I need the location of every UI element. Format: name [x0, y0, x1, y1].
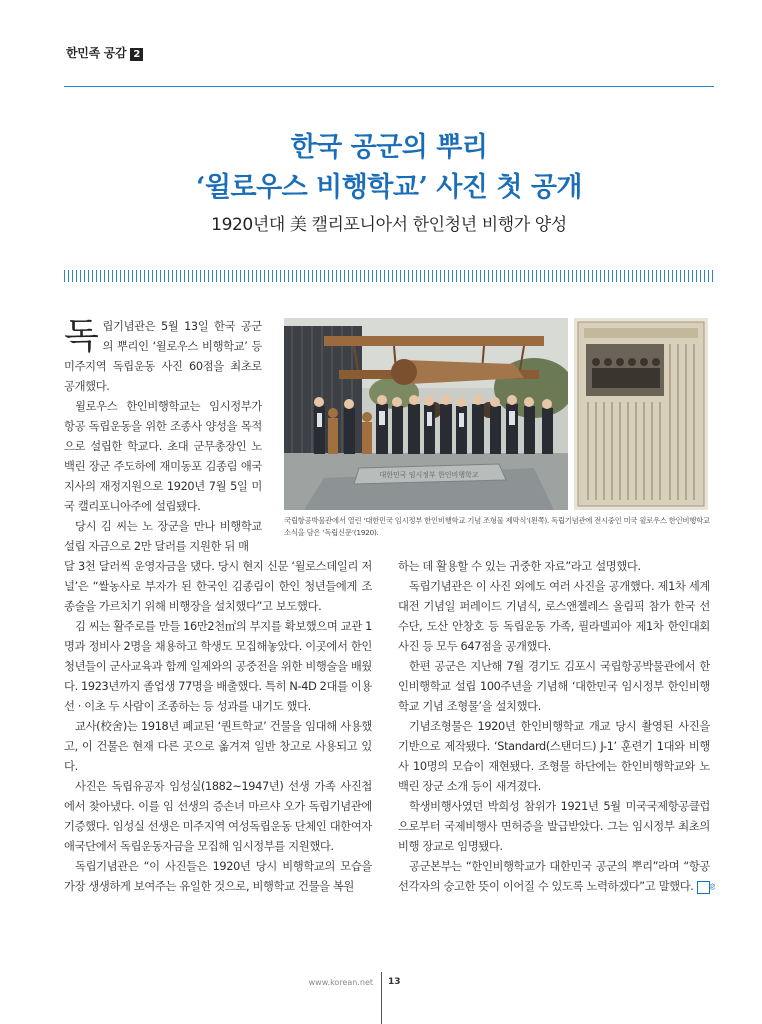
paragraph: 공군본부는 “한인비행학교가 대한민국 공군의 뿌리”라며 “항공 선각자의 숭고한 뜻이 이어질 수 있도록 노력하겠다”고 말했다. 窓	[398, 860, 716, 893]
article-subtitle: 1920년대 美 캘리포니아서 한인청년 비행가 양성	[211, 215, 567, 235]
page-number: 13	[388, 977, 401, 987]
end-mark-icon: 窓	[697, 881, 710, 894]
section-label	[66, 44, 143, 61]
plaque-text: 대한민국 임시정부 한인비행학교	[379, 471, 479, 479]
paragraph: 김 씨는 활주로를 만들 16만2천㎡의 부지를 확보했으며 교관 1명과 정비사 2명을 채용하고 학생도 모집해놓았다. 이곳에서 한인청년들이 군사교육과 함께 일제와의 공중전을 위한 비행술을 배웠다. 1923년까지 졸업생 77명을 배출했다. 특히 N-4D 2대를 이용선 · 이초 두 사람이 조종하는 등 성과를 내기도 했다.	[64, 620, 372, 713]
paragraph-continued: 하는 데 활용할 수 있는 귀중한 자료”라고 설명했다.	[398, 560, 641, 573]
photo-monument-unveiling	[284, 318, 568, 510]
footer-divider	[381, 972, 382, 1024]
paragraph-continued: 달 3천 달러씩 운영자금을 댔다. 당시 현지 신문 ‘윌로스데일리 저널’은 “쌀농사로 부자가 된 한국인 김종림이 한인 청년들에게 조종술을 가르치기 위해 비행장을 설치했다”고 보도했다.	[64, 560, 372, 613]
paragraph: 한편 공군은 지난해 7월 경기도 김포시 국립항공박물관에서 한인비행학교 설립 100주년을 기념해 ‘대한민국 임시정부 한인비행학교 기념 조형물’을 설치했다.	[398, 660, 710, 713]
column-1-lower	[64, 557, 372, 897]
column-1-upper	[64, 317, 262, 557]
section-number-badge: 2	[130, 48, 143, 61]
decorative-hatch-rule	[64, 270, 714, 282]
section-label-text: 한민족 공감	[66, 46, 127, 60]
lead-paragraph: 독립기념관은 5월 13일 한국 공군의 뿌리인 ‘윌로우스 비행학교’ 등 미주지역 독립운동 사진 60점을 최초로 공개했다.	[64, 316, 262, 393]
paragraph: 기념조형물은 1920년 한인비행학교 개교 당시 촬영된 사진을 기반으로 제작됐다. ‘Standard(스탠더드) J-1’ 훈련기 1대와 비행사 10명의 모습이 재현됐다. 조형물 하단에는 한인비행학교와 노백린 장군 소개 등이 새겨졌다.	[398, 720, 710, 793]
paragraph: 학생비행사였던 박희성 참위가 1921년 5월 미국국제항공클럽으로부터 국제비행사 면허증을 발급받았다. 그는 임시정부 최초의 비행 장교로 임명됐다.	[398, 800, 710, 853]
dropcap: 독	[64, 316, 99, 357]
paragraph: 독립기념관은 이 사진 외에도 여러 사진을 공개했다. 제1차 세계대전 기념일 퍼레이드 기념식, 로스앤젤레스 올림픽 참가 한국 선수단, 도산 안창호 등 독립운동 가족, 필라델피아 제1차 한인대회 사진 등 모두 647점을 공개했다.	[398, 580, 710, 653]
article-title	[64, 128, 714, 208]
photo-caption: 국립항공박물관에서 열린 ‘대한민국 임시정부 한인비행학교 기념 조형물 제막식’(왼쪽). 독립기념관에 전시중인 미국 윌로우스 한인비행학교 소식을 담은 ‘독립신문’(1920).	[284, 516, 710, 537]
paragraph: 당시 김 씨는 노 장군을 만나 비행학교 설립 자금으로 2만 달러를 지원한 뒤 매	[64, 520, 262, 553]
paragraph: 독립기념관은 “이 사진들은 1920년 당시 비행학교의 모습을 가장 생생하게 보여주는 유일한 것으로, 비행학교 건물을 복원	[64, 860, 372, 893]
title-line-2: ‘윌로우스 비행학교’ 사진 첫 공개	[196, 172, 582, 203]
photo-independence-newspaper	[574, 318, 708, 510]
footer-url: www.korean.net	[308, 978, 373, 987]
title-line-1: 한국 공군의 뿌리	[290, 132, 488, 163]
paragraph: 윌로우스 한인비행학교는 임시정부가 항공 독립운동을 위한 조종사 양성을 목적으로 설립한 학교다. 초대 군무총장인 노백린 장군 주도하에 재미동포 김종림 애국지사의 재정지원으로 1920년 7월 5일 미국 캘리포니아주에 설립됐다.	[64, 400, 262, 513]
paragraph: 사진은 독립유공자 임성실(1882~1947년) 선생 가족 사진첩에서 찾아냈다. 이를 임 선생의 증손녀 마르샤 오가 독립기념관에 기증했다. 임성실 선생은 미주지역 여성독립운동 단체인 대한여자애국단에서 독립운동자금을 모집해 임시정부를 지원했다.	[64, 780, 372, 853]
header-rule	[64, 86, 714, 87]
column-2	[398, 557, 716, 897]
paragraph: 교사(校舍)는 1918년 폐교된 ‘퀀트학교’ 건물을 임대해 사용했고, 이 건물은 현재 다른 곳으로 옮겨져 일반 창고로 사용되고 있다.	[64, 720, 372, 773]
